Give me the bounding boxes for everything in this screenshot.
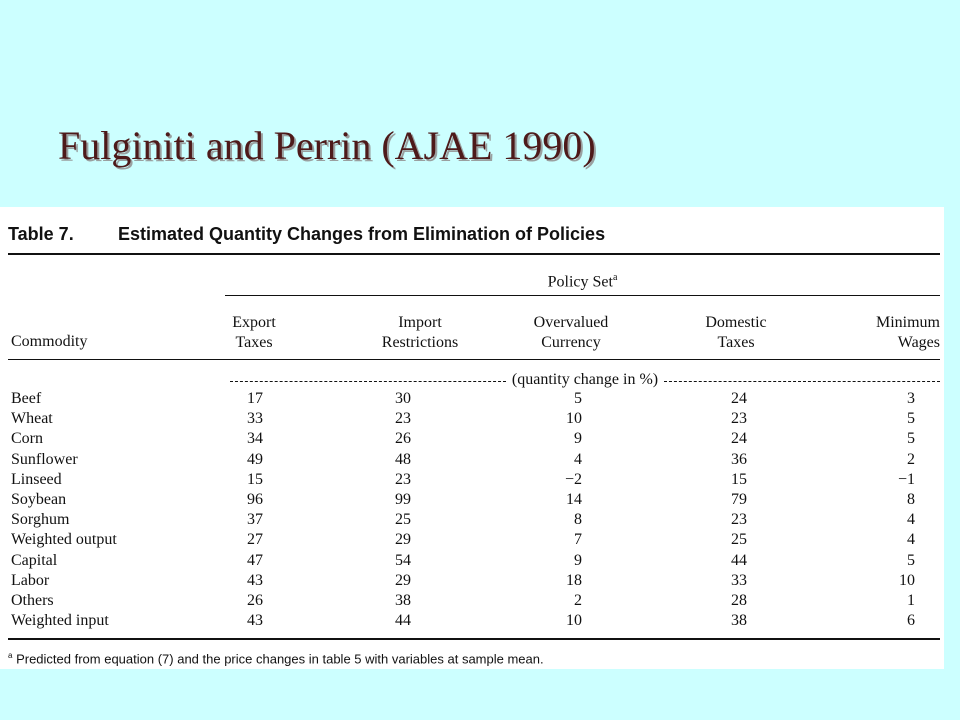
- cell: 10: [899, 571, 915, 589]
- table-row: [0, 470, 944, 490]
- cell: 36: [731, 450, 747, 468]
- cell: 47: [247, 551, 263, 569]
- top-rule: [8, 253, 940, 255]
- cell: 26: [395, 430, 411, 448]
- cell: 33: [247, 410, 263, 428]
- cell: 5: [907, 410, 915, 428]
- table-row: [0, 551, 944, 571]
- row-label: Corn: [11, 430, 43, 448]
- cell: 4: [907, 511, 915, 529]
- row-label: Wheat: [11, 410, 53, 428]
- cell: 2: [907, 450, 915, 468]
- cell: 23: [731, 410, 747, 428]
- table-row: [0, 409, 944, 429]
- cell: 23: [731, 511, 747, 529]
- cell: 44: [731, 551, 747, 569]
- row-label: Capital: [11, 551, 58, 569]
- cell: 9: [574, 551, 582, 569]
- col-header-export-taxes: Export Taxes: [232, 314, 276, 351]
- table-row: [0, 490, 944, 510]
- table-row: [0, 530, 944, 550]
- table-row: [0, 389, 944, 409]
- col-header-minimum-wages: Minimum Wages: [875, 314, 940, 351]
- bottom-rule: [8, 638, 940, 640]
- cell: 15: [247, 470, 263, 488]
- header-rule: [8, 359, 940, 360]
- cell: 23: [395, 470, 411, 488]
- slide-title: Fulginiti and Perrin (AJAE 1990): [58, 123, 596, 168]
- cell: 25: [395, 511, 411, 529]
- row-label: Sunflower: [11, 450, 78, 468]
- col-header-overvalued-currency: Overvalued Currency: [533, 314, 609, 351]
- cell: 17: [247, 390, 263, 407]
- cell: 14: [566, 490, 582, 508]
- row-label: Linseed: [11, 470, 62, 488]
- cell: 34: [247, 430, 263, 448]
- cell: 5: [907, 551, 915, 569]
- cell: 30: [395, 390, 411, 407]
- row-label: Labor: [11, 571, 50, 589]
- cell: 37: [247, 511, 263, 529]
- cell: 44: [395, 612, 411, 630]
- table-footnote: $^a$ Predicted from equation (7) and the price changes in table 5 with variables at sample mean.: [8, 651, 544, 667]
- cell: 6: [907, 612, 915, 630]
- cell: 24: [731, 430, 747, 448]
- cell: 48: [395, 450, 411, 468]
- cell: 8: [907, 490, 915, 508]
- cell: −2: [564, 470, 582, 488]
- cell: 29: [395, 571, 411, 589]
- table-row: [0, 450, 944, 470]
- cell: 38: [395, 591, 411, 609]
- cell: 7: [574, 531, 582, 549]
- col-header-import-restrictions: Import Restrictions: [381, 314, 459, 351]
- cell: 24: [731, 390, 747, 407]
- cell: 49: [247, 450, 263, 468]
- cell: 2: [574, 591, 582, 609]
- cell: 38: [731, 612, 747, 630]
- cell: −1: [897, 470, 915, 488]
- cell: 25: [731, 531, 747, 549]
- cell: 15: [731, 470, 747, 488]
- table-image: [0, 207, 944, 669]
- row-label: Others: [11, 591, 54, 609]
- cell: 43: [247, 571, 263, 589]
- cell: 43: [247, 612, 263, 630]
- table-row: [0, 510, 944, 530]
- col-header-domestic-taxes: Domestic Taxes: [705, 314, 767, 351]
- cell: 18: [566, 571, 582, 589]
- table-row: [0, 591, 944, 611]
- cell: 5: [574, 390, 582, 407]
- table-row: [0, 611, 944, 631]
- cell: 8: [574, 511, 582, 529]
- units-label: (quantity change in %): [511, 371, 659, 388]
- row-label: Beef: [11, 390, 42, 407]
- table-row: [0, 429, 944, 449]
- cell: 28: [731, 591, 747, 609]
- policy-set-header: Policy Set$^a$: [547, 272, 618, 291]
- cell: 23: [395, 410, 411, 428]
- table-body: [0, 389, 944, 631]
- cell: 4: [574, 450, 582, 468]
- row-label: Weighted output: [11, 531, 117, 549]
- table-heading: [8, 224, 605, 245]
- table-number: Table 7.: [8, 224, 74, 244]
- cell: 1: [907, 591, 915, 609]
- row-label: Weighted input: [11, 612, 109, 630]
- cell: 3: [907, 390, 915, 407]
- table-row: [0, 571, 944, 591]
- commodity-header: Commodity: [11, 333, 88, 350]
- cell: 4: [907, 531, 915, 549]
- policy-set-rule: [225, 295, 940, 296]
- cell: 99: [395, 490, 411, 508]
- units-row: [230, 371, 940, 389]
- cell: 9: [574, 430, 582, 448]
- cell: 10: [566, 410, 582, 428]
- row-label: Sorghum: [11, 511, 70, 529]
- cell: 96: [247, 490, 263, 508]
- table-caption: Estimated Quantity Changes from Elimination of Policies: [118, 224, 606, 244]
- cell: 5: [907, 430, 915, 448]
- cell: 10: [566, 612, 582, 630]
- cell: 33: [731, 571, 747, 589]
- cell: 26: [247, 591, 263, 609]
- row-label: Soybean: [11, 490, 67, 508]
- cell: 79: [731, 490, 747, 508]
- cell: 29: [395, 531, 411, 549]
- cell: 54: [395, 551, 411, 569]
- cell: 27: [247, 531, 263, 549]
